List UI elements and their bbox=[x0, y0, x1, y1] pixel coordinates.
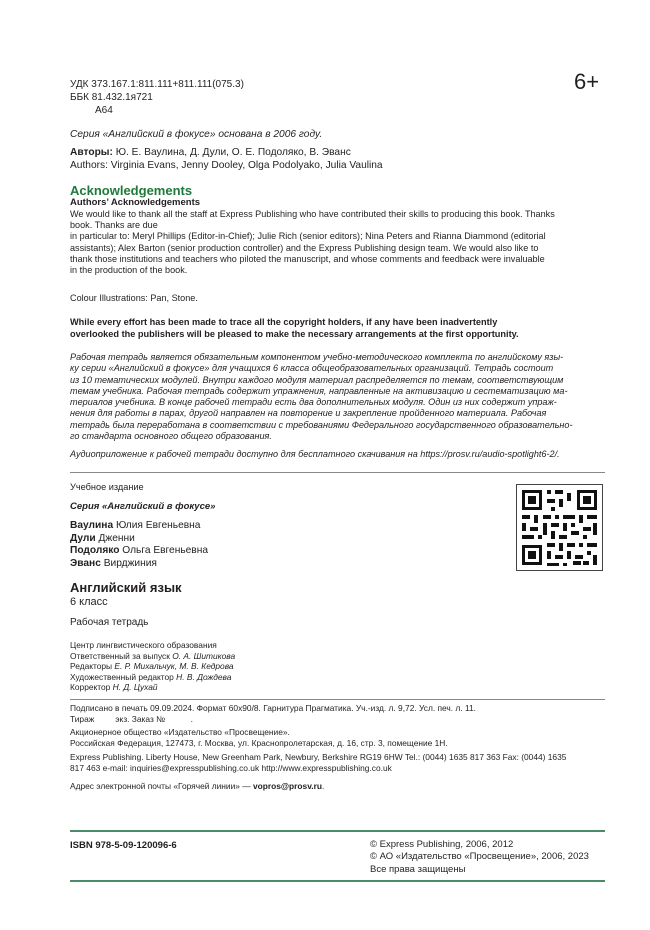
ack-line: in the production of the book. bbox=[70, 265, 188, 276]
divider bbox=[70, 472, 605, 473]
staff-line: Ответственный за выпуск О. А. Шитикова bbox=[70, 650, 236, 661]
authors-en: Authors: Virginia Evans, Jenny Dooley, Olga Podolyako, Julia Vaulina bbox=[70, 160, 383, 171]
ack-line: in particular to: Meryl Phillips (Editor-in-Chief); Julie Rich (senior editors); Nina Peters and Rianna Diammond (editorial bbox=[70, 231, 546, 242]
book-type: Рабочая тетрадь bbox=[70, 617, 149, 628]
ack-line: book. Thanks are due bbox=[70, 220, 158, 231]
author-mark: А64 bbox=[95, 105, 113, 116]
author-name: Ваулина Юлия Евгеньевна bbox=[70, 520, 201, 531]
acknowledgements-title: Acknowledgements bbox=[70, 183, 193, 198]
desc-line: из 10 тематических модулей. Внутри каждого модуля материал распределяется по темам, соответствующим bbox=[70, 374, 564, 385]
workbook-description bbox=[70, 352, 615, 442]
desc-line: ку серии «Английский в фокусе» для учащихся 6 класса общеобразовательных организаций. Тетрадь состоит bbox=[70, 363, 554, 374]
authors-ru: Ю. Е. Ваулина, Д. Дули, О. Е. Подоляко, В. Эванс bbox=[115, 147, 351, 158]
staff-line: Художественный редактор Н. В. Дождева bbox=[70, 671, 232, 682]
divider bbox=[70, 699, 605, 700]
desc-line: го стандарта основного общего образования. bbox=[70, 431, 272, 442]
copyright-block bbox=[370, 839, 589, 876]
audio-note: Аудиоприложение к рабочей тетради доступно для бесплатного скачивания на https://prosv.ru/audio-spotlight6-2/. bbox=[70, 449, 560, 459]
divider bbox=[70, 830, 605, 832]
grade: 6 класс bbox=[70, 596, 108, 608]
desc-line: тетрадь была переработана в соответствии с требованиями Федерального государственного образовательно- bbox=[70, 419, 573, 430]
qr-code-graphic bbox=[517, 485, 602, 570]
notice-line: While every effort has been made to trace all the copyright holders, if any have been inadvertently bbox=[70, 317, 498, 327]
express-line: 817 463 e-mail: inquiries@expresspublishing.co.uk http://www.expresspublishing.co.uk bbox=[70, 762, 392, 773]
ack-line: assistants); Alex Barton (senior production controller) and the Express Publishing design team. We would also like to bbox=[70, 242, 539, 253]
qr-code-icon[interactable] bbox=[516, 484, 603, 571]
print-line: Тираж экз. Заказ № . bbox=[70, 713, 194, 724]
desc-line: нения для работы в парах, другой направлен на повторение и закрепление пройденного материала. Рабочая bbox=[70, 408, 547, 419]
authors-label: Авторы: bbox=[70, 147, 113, 158]
udk-block bbox=[70, 78, 244, 117]
copyright-line: © АО «Издательство «Просвещение», 2006, 2023 bbox=[370, 851, 589, 863]
authors-block bbox=[70, 146, 383, 172]
publisher-line: Акционерное общество «Издательство «Просвещение». bbox=[70, 727, 290, 737]
edition-type: Учебное издание bbox=[70, 482, 144, 492]
acknowledgements-subtitle: Authors’ Acknowledgements bbox=[70, 197, 201, 208]
author-name: Эванс Вирджиния bbox=[70, 557, 157, 569]
isbn: ISBN 978-5-09-120096-6 bbox=[70, 840, 177, 851]
series-title: Серия «Английский в фокусе» bbox=[70, 501, 216, 512]
notice-line: overlooked the publishers will be pleased to make the necessary arrangements at the first opportunity. bbox=[70, 329, 519, 339]
print-info bbox=[70, 703, 476, 724]
ack-line: We would like to thank all the staff at Express Publishing who have contributed their skills to producing this book. Thanks bbox=[70, 209, 555, 219]
staff-line: Центр лингвистического образования bbox=[70, 640, 217, 650]
series-note: Серия «Английский в фокусе» основана в 2006 году. bbox=[70, 129, 323, 140]
illustrations-credit: Colour Illustrations: Pan, Stone. bbox=[70, 293, 198, 303]
express-line: Express Publishing. Liberty House, New Greenham Park, Newbury, Berkshire RG19 6HW Tel.: (0044) 1635 817 363 Fax: (0044) 1635 bbox=[70, 752, 567, 762]
desc-line: Рабочая тетрадь является обязательным компонентом учебно-методического комплекта по английскому язы- bbox=[70, 352, 564, 362]
divider bbox=[70, 880, 605, 882]
print-line: Подписано в печать 09.09.2024. Формат 60х90/8. Гарнитура Прагматика. Уч.-изд. л. 9,72. Усл. печ. л. 11. bbox=[70, 703, 476, 713]
acknowledgements-text bbox=[70, 209, 610, 276]
copyright-notice bbox=[70, 316, 610, 340]
copyright-line: Все права защищены bbox=[370, 863, 466, 875]
bbk-line: ББК 81.432.1я721 bbox=[70, 92, 153, 103]
age-rating: 6+ bbox=[574, 69, 600, 94]
author-name: Дули Дженни bbox=[70, 532, 135, 544]
subject-title: Английский язык bbox=[70, 580, 182, 595]
ack-line: thank those institutions and teachers who piloted the manuscript, and whose comments and feedback were invaluable bbox=[70, 253, 545, 264]
udk-line: УДК 373.167.1:811.111+811.111(075.3) bbox=[70, 79, 244, 90]
desc-line: темам учебника. Рабочая тетрадь содержит упражнения, направленные на активизацию и сестематизацию ма- bbox=[70, 385, 568, 396]
publisher-info bbox=[70, 727, 448, 748]
desc-line: териалов учебника. В конце рабочей тетради есть два дополнительных модуля. Один из них содержит упраж- bbox=[70, 397, 557, 408]
authors-full-names bbox=[70, 520, 208, 570]
hotline: Адрес электронной почты «Горячей линии» — vopros@prosv.ru. bbox=[70, 781, 325, 791]
publisher-line: Российская Федерация, 127473, г. Москва, ул. Краснопролетарская, д. 16, стр. 3, помещение 1Н. bbox=[70, 737, 448, 748]
staff-line: Редакторы Е. Р. Михальчук, М. В. Кедрова bbox=[70, 661, 234, 672]
staff-list bbox=[70, 640, 235, 693]
copyright-line: © Express Publishing, 2006, 2012 bbox=[370, 839, 514, 850]
express-publishing-info bbox=[70, 752, 615, 773]
hotline-email[interactable]: vopros@prosv.ru bbox=[252, 781, 322, 791]
staff-line: Корректор Н. Д. Цухай bbox=[70, 682, 158, 693]
author-name: Подоляко Ольга Евгеньевна bbox=[70, 545, 209, 557]
